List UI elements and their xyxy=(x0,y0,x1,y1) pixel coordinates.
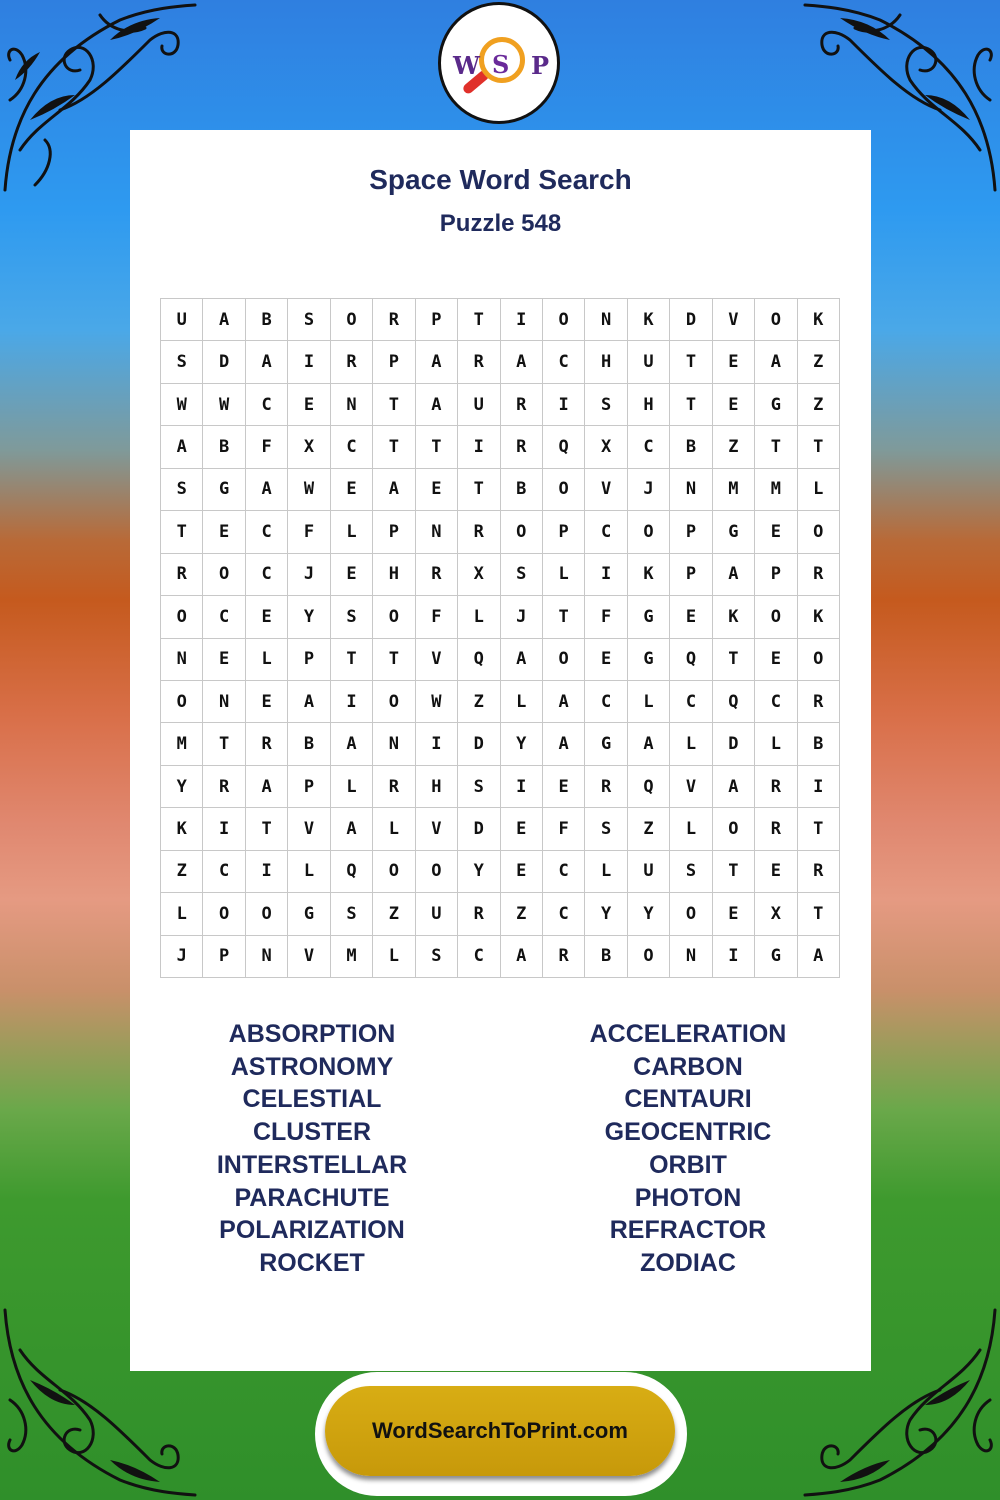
grid-cell[interactable]: V xyxy=(288,808,330,850)
grid-cell[interactable]: I xyxy=(416,723,458,765)
logo-letter-s: S xyxy=(492,50,510,79)
grid-cell[interactable]: H xyxy=(416,766,458,808)
grid-cell[interactable]: L xyxy=(585,851,627,893)
grid-cell[interactable]: F xyxy=(416,596,458,638)
grid-cell[interactable]: A xyxy=(755,341,797,383)
grid-cell[interactable]: Z xyxy=(458,681,500,723)
grid-cell[interactable]: A xyxy=(331,808,373,850)
grid-cell[interactable]: E xyxy=(755,851,797,893)
grid-cell[interactable]: L xyxy=(670,723,712,765)
grid-cell[interactable]: E xyxy=(585,639,627,681)
grid-cell[interactable]: U xyxy=(416,893,458,935)
grid-cell[interactable]: C xyxy=(628,426,670,468)
grid-cell[interactable]: A xyxy=(501,639,543,681)
grid-cell[interactable]: G xyxy=(713,511,755,553)
grid-cell[interactable]: O xyxy=(798,511,840,553)
grid-cell[interactable]: Z xyxy=(798,384,840,426)
grid-cell[interactable]: T xyxy=(798,893,840,935)
grid-cell[interactable]: J xyxy=(288,554,330,596)
grid-cell[interactable]: O xyxy=(628,511,670,553)
grid-cell[interactable]: T xyxy=(670,384,712,426)
grid-cell[interactable]: R xyxy=(331,341,373,383)
grid-cell[interactable]: P xyxy=(288,639,330,681)
grid-cell[interactable]: F xyxy=(288,511,330,553)
grid-cell[interactable]: O xyxy=(373,596,415,638)
grid-cell[interactable]: P xyxy=(543,511,585,553)
grid-cell[interactable]: G xyxy=(755,936,797,978)
grid-cell[interactable]: A xyxy=(331,723,373,765)
grid-cell[interactable]: Y xyxy=(501,723,543,765)
grid-cell[interactable]: C xyxy=(670,681,712,723)
grid-cell[interactable]: O xyxy=(543,639,585,681)
grid-cell[interactable]: G xyxy=(628,639,670,681)
grid-cell[interactable]: Y xyxy=(288,596,330,638)
grid-cell[interactable]: E xyxy=(288,384,330,426)
grid-cell[interactable]: J xyxy=(628,469,670,511)
grid-cell[interactable]: E xyxy=(501,808,543,850)
grid-cell[interactable]: C xyxy=(543,851,585,893)
grid-cell[interactable]: T xyxy=(373,639,415,681)
grid-cell[interactable]: G xyxy=(628,596,670,638)
word-list-item: CARBON xyxy=(633,1052,743,1081)
grid-cell[interactable]: N xyxy=(161,639,203,681)
grid-cell[interactable]: E xyxy=(713,384,755,426)
grid-cell[interactable]: N xyxy=(246,936,288,978)
page-title: Space Word Search xyxy=(369,164,632,195)
grid-cell[interactable]: C xyxy=(203,851,245,893)
grid-cell[interactable]: E xyxy=(331,554,373,596)
word-list-item: ORBIT xyxy=(649,1150,727,1179)
grid-cell[interactable]: A xyxy=(543,681,585,723)
grid-cell[interactable]: E xyxy=(713,341,755,383)
grid-cell[interactable]: T xyxy=(416,426,458,468)
grid-cell[interactable]: Y xyxy=(458,851,500,893)
word-list-item: CLUSTER xyxy=(252,1118,372,1147)
grid-cell[interactable]: B xyxy=(288,723,330,765)
grid-cell[interactable]: Q xyxy=(543,426,585,468)
grid-cell[interactable]: U xyxy=(628,851,670,893)
site-badge xyxy=(315,1372,687,1496)
grid-cell[interactable]: T xyxy=(161,511,203,553)
grid-cell[interactable]: O xyxy=(203,554,245,596)
grid-cell[interactable]: R xyxy=(246,723,288,765)
grid-cell[interactable]: L xyxy=(628,681,670,723)
grid-cell[interactable]: I xyxy=(246,851,288,893)
grid-cell[interactable]: G xyxy=(755,384,797,426)
grid-cell[interactable]: C xyxy=(585,681,627,723)
word-list-item: ASTRONOMY xyxy=(230,1052,394,1081)
grid-cell[interactable]: P xyxy=(373,511,415,553)
grid-cell[interactable]: T xyxy=(670,341,712,383)
grid-cell[interactable]: V xyxy=(713,299,755,341)
grid-cell[interactable]: R xyxy=(458,893,500,935)
grid-cell[interactable]: C xyxy=(755,681,797,723)
grid-cell[interactable]: Z xyxy=(161,851,203,893)
grid-cell[interactable]: E xyxy=(203,639,245,681)
grid-cell[interactable]: Z xyxy=(798,341,840,383)
puzzle-number: Puzzle 548 xyxy=(439,210,562,237)
grid-cell[interactable]: W xyxy=(203,384,245,426)
grid-cell[interactable]: H xyxy=(628,384,670,426)
grid-cell[interactable]: Q xyxy=(713,681,755,723)
grid-cell[interactable]: R xyxy=(755,808,797,850)
grid-cell[interactable]: N xyxy=(585,299,627,341)
grid-cell[interactable]: O xyxy=(670,893,712,935)
grid-cell[interactable]: O xyxy=(798,639,840,681)
word-list-item: ZODIAC xyxy=(640,1248,736,1277)
word-list-item: CELESTIAL xyxy=(242,1085,382,1114)
grid-cell[interactable]: E xyxy=(670,596,712,638)
grid-cell[interactable]: P xyxy=(416,299,458,341)
grid-cell[interactable]: A xyxy=(501,936,543,978)
word-list-item: PHOTON xyxy=(634,1183,742,1212)
grid-cell[interactable]: C xyxy=(331,426,373,468)
grid-cell[interactable]: H xyxy=(373,554,415,596)
grid-cell[interactable]: O xyxy=(501,511,543,553)
grid-cell[interactable]: C xyxy=(246,384,288,426)
grid-cell[interactable]: P xyxy=(670,554,712,596)
grid-cell[interactable]: R xyxy=(755,766,797,808)
grid-cell[interactable]: N xyxy=(203,681,245,723)
grid-cell[interactable]: Y xyxy=(161,766,203,808)
grid-cell[interactable]: T xyxy=(798,808,840,850)
grid-cell[interactable]: I xyxy=(331,681,373,723)
grid-cell[interactable]: O xyxy=(203,893,245,935)
grid-cell[interactable]: S xyxy=(331,596,373,638)
grid-cell[interactable]: A xyxy=(203,299,245,341)
grid-cell[interactable]: X xyxy=(458,554,500,596)
grid-cell[interactable]: R xyxy=(501,426,543,468)
grid-cell[interactable]: R xyxy=(501,384,543,426)
word-list-item: POLARIZATION xyxy=(219,1216,405,1245)
grid-cell[interactable]: P xyxy=(373,341,415,383)
grid-cell[interactable]: B xyxy=(670,426,712,468)
grid-cell[interactable]: U xyxy=(161,299,203,341)
grid-cell[interactable]: G xyxy=(585,723,627,765)
grid-cell[interactable]: R xyxy=(458,341,500,383)
grid-cell[interactable]: O xyxy=(331,299,373,341)
grid-cell[interactable]: T xyxy=(458,469,500,511)
grid-cell[interactable]: G xyxy=(288,893,330,935)
grid-cell[interactable]: A xyxy=(246,766,288,808)
grid-cell[interactable]: F xyxy=(585,596,627,638)
grid-cell[interactable]: V xyxy=(416,808,458,850)
grid-cell[interactable]: W xyxy=(288,469,330,511)
grid-cell[interactable]: A xyxy=(628,723,670,765)
grid-cell[interactable]: A xyxy=(501,341,543,383)
grid-cell[interactable]: G xyxy=(203,469,245,511)
grid-cell[interactable]: Z xyxy=(628,808,670,850)
grid-cell[interactable]: Z xyxy=(373,893,415,935)
grid-cell[interactable]: S xyxy=(331,893,373,935)
word-list-item: REFRACTOR xyxy=(609,1216,767,1245)
word-list-right xyxy=(538,1018,838,1280)
grid-cell[interactable]: O xyxy=(161,596,203,638)
grid-cell[interactable]: F xyxy=(543,808,585,850)
grid-cell[interactable]: B xyxy=(246,299,288,341)
word-list-item: INTERSTELLAR xyxy=(216,1150,408,1179)
grid-cell[interactable]: L xyxy=(161,893,203,935)
grid-cell[interactable]: R xyxy=(373,299,415,341)
grid-cell[interactable]: L xyxy=(288,851,330,893)
grid-cell[interactable]: P xyxy=(203,936,245,978)
grid-cell[interactable]: P xyxy=(288,766,330,808)
grid-cell[interactable]: R xyxy=(798,851,840,893)
grid-cell[interactable]: A xyxy=(288,681,330,723)
grid-cell[interactable]: N xyxy=(416,511,458,553)
grid-cell[interactable]: S xyxy=(416,936,458,978)
grid-cell[interactable]: Y xyxy=(585,893,627,935)
grid-cell[interactable]: R xyxy=(798,681,840,723)
grid-cell[interactable]: L xyxy=(373,808,415,850)
grid-cell[interactable]: V xyxy=(585,469,627,511)
grid-cell[interactable]: R xyxy=(203,766,245,808)
grid-cell[interactable]: A xyxy=(246,469,288,511)
logo-letter-p: P xyxy=(531,51,550,80)
grid-cell[interactable]: M xyxy=(161,723,203,765)
grid-cell[interactable]: Z xyxy=(501,893,543,935)
word-list-item: PARACHUTE xyxy=(234,1183,390,1212)
grid-cell[interactable]: T xyxy=(458,299,500,341)
grid-cell[interactable]: D xyxy=(203,341,245,383)
grid-cell[interactable]: A xyxy=(543,723,585,765)
grid-cell[interactable]: L xyxy=(246,639,288,681)
grid-cell[interactable]: W xyxy=(416,681,458,723)
grid-cell[interactable]: T xyxy=(331,639,373,681)
grid-cell[interactable]: N xyxy=(670,936,712,978)
grid-cell[interactable]: S xyxy=(458,766,500,808)
grid-cell[interactable]: E xyxy=(203,511,245,553)
grid-cell[interactable]: T xyxy=(755,426,797,468)
grid-cell[interactable]: U xyxy=(458,384,500,426)
grid-cell[interactable]: T xyxy=(203,723,245,765)
grid-cell[interactable]: S xyxy=(585,808,627,850)
grid-cell[interactable]: S xyxy=(288,299,330,341)
grid-cell[interactable]: N xyxy=(670,469,712,511)
grid-cell[interactable]: O xyxy=(628,936,670,978)
grid-cell[interactable]: E xyxy=(713,893,755,935)
grid-cell[interactable]: A xyxy=(416,341,458,383)
grid-cell[interactable]: A xyxy=(246,341,288,383)
grid-cell[interactable]: M xyxy=(755,469,797,511)
grid-cell[interactable]: T xyxy=(373,426,415,468)
grid-cell[interactable]: X xyxy=(585,426,627,468)
grid-cell[interactable]: Q xyxy=(331,851,373,893)
grid-cell[interactable]: D xyxy=(713,723,755,765)
grid-cell[interactable]: R xyxy=(543,936,585,978)
grid-cell[interactable]: S xyxy=(585,384,627,426)
grid-cell[interactable]: C xyxy=(458,936,500,978)
grid-cell[interactable]: Z xyxy=(713,426,755,468)
word-list-item: ACCELERATION xyxy=(589,1020,787,1048)
grid-cell[interactable]: O xyxy=(543,469,585,511)
logo-letter-w: W xyxy=(453,51,480,80)
grid-cell[interactable]: B xyxy=(585,936,627,978)
grid-cell[interactable]: O xyxy=(246,893,288,935)
grid-cell[interactable]: T xyxy=(798,426,840,468)
grid-cell[interactable]: X xyxy=(755,893,797,935)
grid-cell[interactable]: S xyxy=(501,554,543,596)
grid-cell[interactable]: R xyxy=(798,554,840,596)
grid-cell[interactable]: K xyxy=(628,554,670,596)
grid-cell[interactable]: V xyxy=(670,766,712,808)
grid-cell[interactable]: M xyxy=(331,936,373,978)
grid-cell[interactable]: C xyxy=(543,893,585,935)
grid-cell[interactable]: O xyxy=(161,681,203,723)
grid-cell[interactable]: L xyxy=(798,469,840,511)
grid-cell[interactable]: A xyxy=(416,384,458,426)
grid-cell[interactable]: D xyxy=(458,723,500,765)
grid-cell[interactable]: E xyxy=(246,596,288,638)
grid-cell[interactable]: O xyxy=(373,851,415,893)
site-link-button[interactable]: WordSearchToPrint.com xyxy=(325,1386,675,1476)
grid-cell[interactable]: A xyxy=(373,469,415,511)
grid-cell[interactable]: J xyxy=(501,596,543,638)
grid-cell[interactable]: T xyxy=(246,808,288,850)
grid-cell[interactable]: B xyxy=(501,469,543,511)
grid-cell[interactable]: I xyxy=(543,384,585,426)
grid-cell[interactable]: A xyxy=(713,554,755,596)
grid-cell[interactable]: O xyxy=(755,299,797,341)
puzzle-card xyxy=(130,130,871,1371)
grid-cell[interactable]: P xyxy=(755,554,797,596)
grid-cell[interactable]: I xyxy=(713,936,755,978)
grid-cell[interactable]: C xyxy=(585,511,627,553)
grid-cell[interactable]: L xyxy=(331,766,373,808)
grid-cell[interactable]: L xyxy=(373,936,415,978)
word-list-item: GEOCENTRIC xyxy=(604,1118,772,1147)
grid-cell[interactable]: U xyxy=(628,341,670,383)
grid-cell[interactable]: V xyxy=(288,936,330,978)
grid-cell[interactable]: E xyxy=(543,766,585,808)
grid-cell[interactable]: Y xyxy=(628,893,670,935)
grid-cell[interactable]: L xyxy=(543,554,585,596)
grid-cell[interactable]: O xyxy=(416,851,458,893)
word-list-item: ROCKET xyxy=(259,1248,365,1277)
grid-cell[interactable]: I xyxy=(203,808,245,850)
grid-cell[interactable]: J xyxy=(161,936,203,978)
grid-cell[interactable]: R xyxy=(458,511,500,553)
grid-cell[interactable]: K xyxy=(798,596,840,638)
grid-cell[interactable]: Q xyxy=(458,639,500,681)
grid-cell[interactable]: O xyxy=(543,299,585,341)
grid-cell[interactable]: C xyxy=(246,511,288,553)
grid-cell[interactable]: E xyxy=(416,469,458,511)
grid-cell[interactable]: A xyxy=(161,426,203,468)
grid-cell[interactable]: E xyxy=(755,639,797,681)
grid-cell[interactable]: V xyxy=(416,639,458,681)
grid-cell[interactable]: T xyxy=(713,851,755,893)
grid-cell[interactable]: L xyxy=(755,723,797,765)
grid-cell[interactable]: K xyxy=(628,299,670,341)
grid-cell[interactable]: N xyxy=(373,723,415,765)
grid-cell[interactable]: C xyxy=(246,554,288,596)
grid-cell[interactable]: I xyxy=(585,554,627,596)
word-list-item: CENTAURI xyxy=(624,1085,752,1114)
grid-cell[interactable]: I xyxy=(288,341,330,383)
grid-cell[interactable]: H xyxy=(585,341,627,383)
grid-cell[interactable]: B xyxy=(798,723,840,765)
grid-cell[interactable]: N xyxy=(331,384,373,426)
grid-cell[interactable]: L xyxy=(458,596,500,638)
grid-cell[interactable]: S xyxy=(161,341,203,383)
grid-cell[interactable]: B xyxy=(203,426,245,468)
grid-cell[interactable]: W xyxy=(161,384,203,426)
grid-cell[interactable]: P xyxy=(670,511,712,553)
grid-cell[interactable]: M xyxy=(713,469,755,511)
grid-cell[interactable]: E xyxy=(755,511,797,553)
grid-cell[interactable]: D xyxy=(458,808,500,850)
grid-cell[interactable]: S xyxy=(161,469,203,511)
grid-cell[interactable]: E xyxy=(331,469,373,511)
grid-cell[interactable]: R xyxy=(416,554,458,596)
grid-cell[interactable]: E xyxy=(501,851,543,893)
grid-cell[interactable]: R xyxy=(585,766,627,808)
grid-cell[interactable]: O xyxy=(713,808,755,850)
grid-cell[interactable]: K xyxy=(713,596,755,638)
grid-cell[interactable]: A xyxy=(798,936,840,978)
wsp-logo[interactable] xyxy=(438,2,560,124)
grid-cell[interactable]: L xyxy=(670,808,712,850)
grid-cell[interactable]: S xyxy=(670,851,712,893)
grid-cell[interactable]: K xyxy=(161,808,203,850)
grid-cell[interactable]: C xyxy=(203,596,245,638)
grid-cell[interactable]: K xyxy=(798,299,840,341)
grid-cell[interactable]: O xyxy=(755,596,797,638)
word-list-item: ABSORPTION xyxy=(228,1020,396,1048)
grid-cell[interactable]: O xyxy=(373,681,415,723)
grid-cell[interactable]: Q xyxy=(628,766,670,808)
grid-cell[interactable]: T xyxy=(543,596,585,638)
grid-cell[interactable]: Q xyxy=(670,639,712,681)
letter-grid xyxy=(160,298,840,978)
grid-cell[interactable]: I xyxy=(458,426,500,468)
grid-cell[interactable]: C xyxy=(543,341,585,383)
grid-cell[interactable]: I xyxy=(501,766,543,808)
grid-cell[interactable]: I xyxy=(798,766,840,808)
grid-cell[interactable]: X xyxy=(288,426,330,468)
grid-cell[interactable]: L xyxy=(331,511,373,553)
grid-cell[interactable]: R xyxy=(373,766,415,808)
grid-cell[interactable]: F xyxy=(246,426,288,468)
grid-cell[interactable]: D xyxy=(670,299,712,341)
grid-cell[interactable]: A xyxy=(713,766,755,808)
grid-cell[interactable]: L xyxy=(501,681,543,723)
word-list-left xyxy=(162,1018,462,1280)
grid-cell[interactable]: R xyxy=(161,554,203,596)
grid-cell[interactable]: E xyxy=(246,681,288,723)
grid-cell[interactable]: T xyxy=(713,639,755,681)
grid-cell[interactable]: I xyxy=(501,299,543,341)
grid-cell[interactable]: T xyxy=(373,384,415,426)
